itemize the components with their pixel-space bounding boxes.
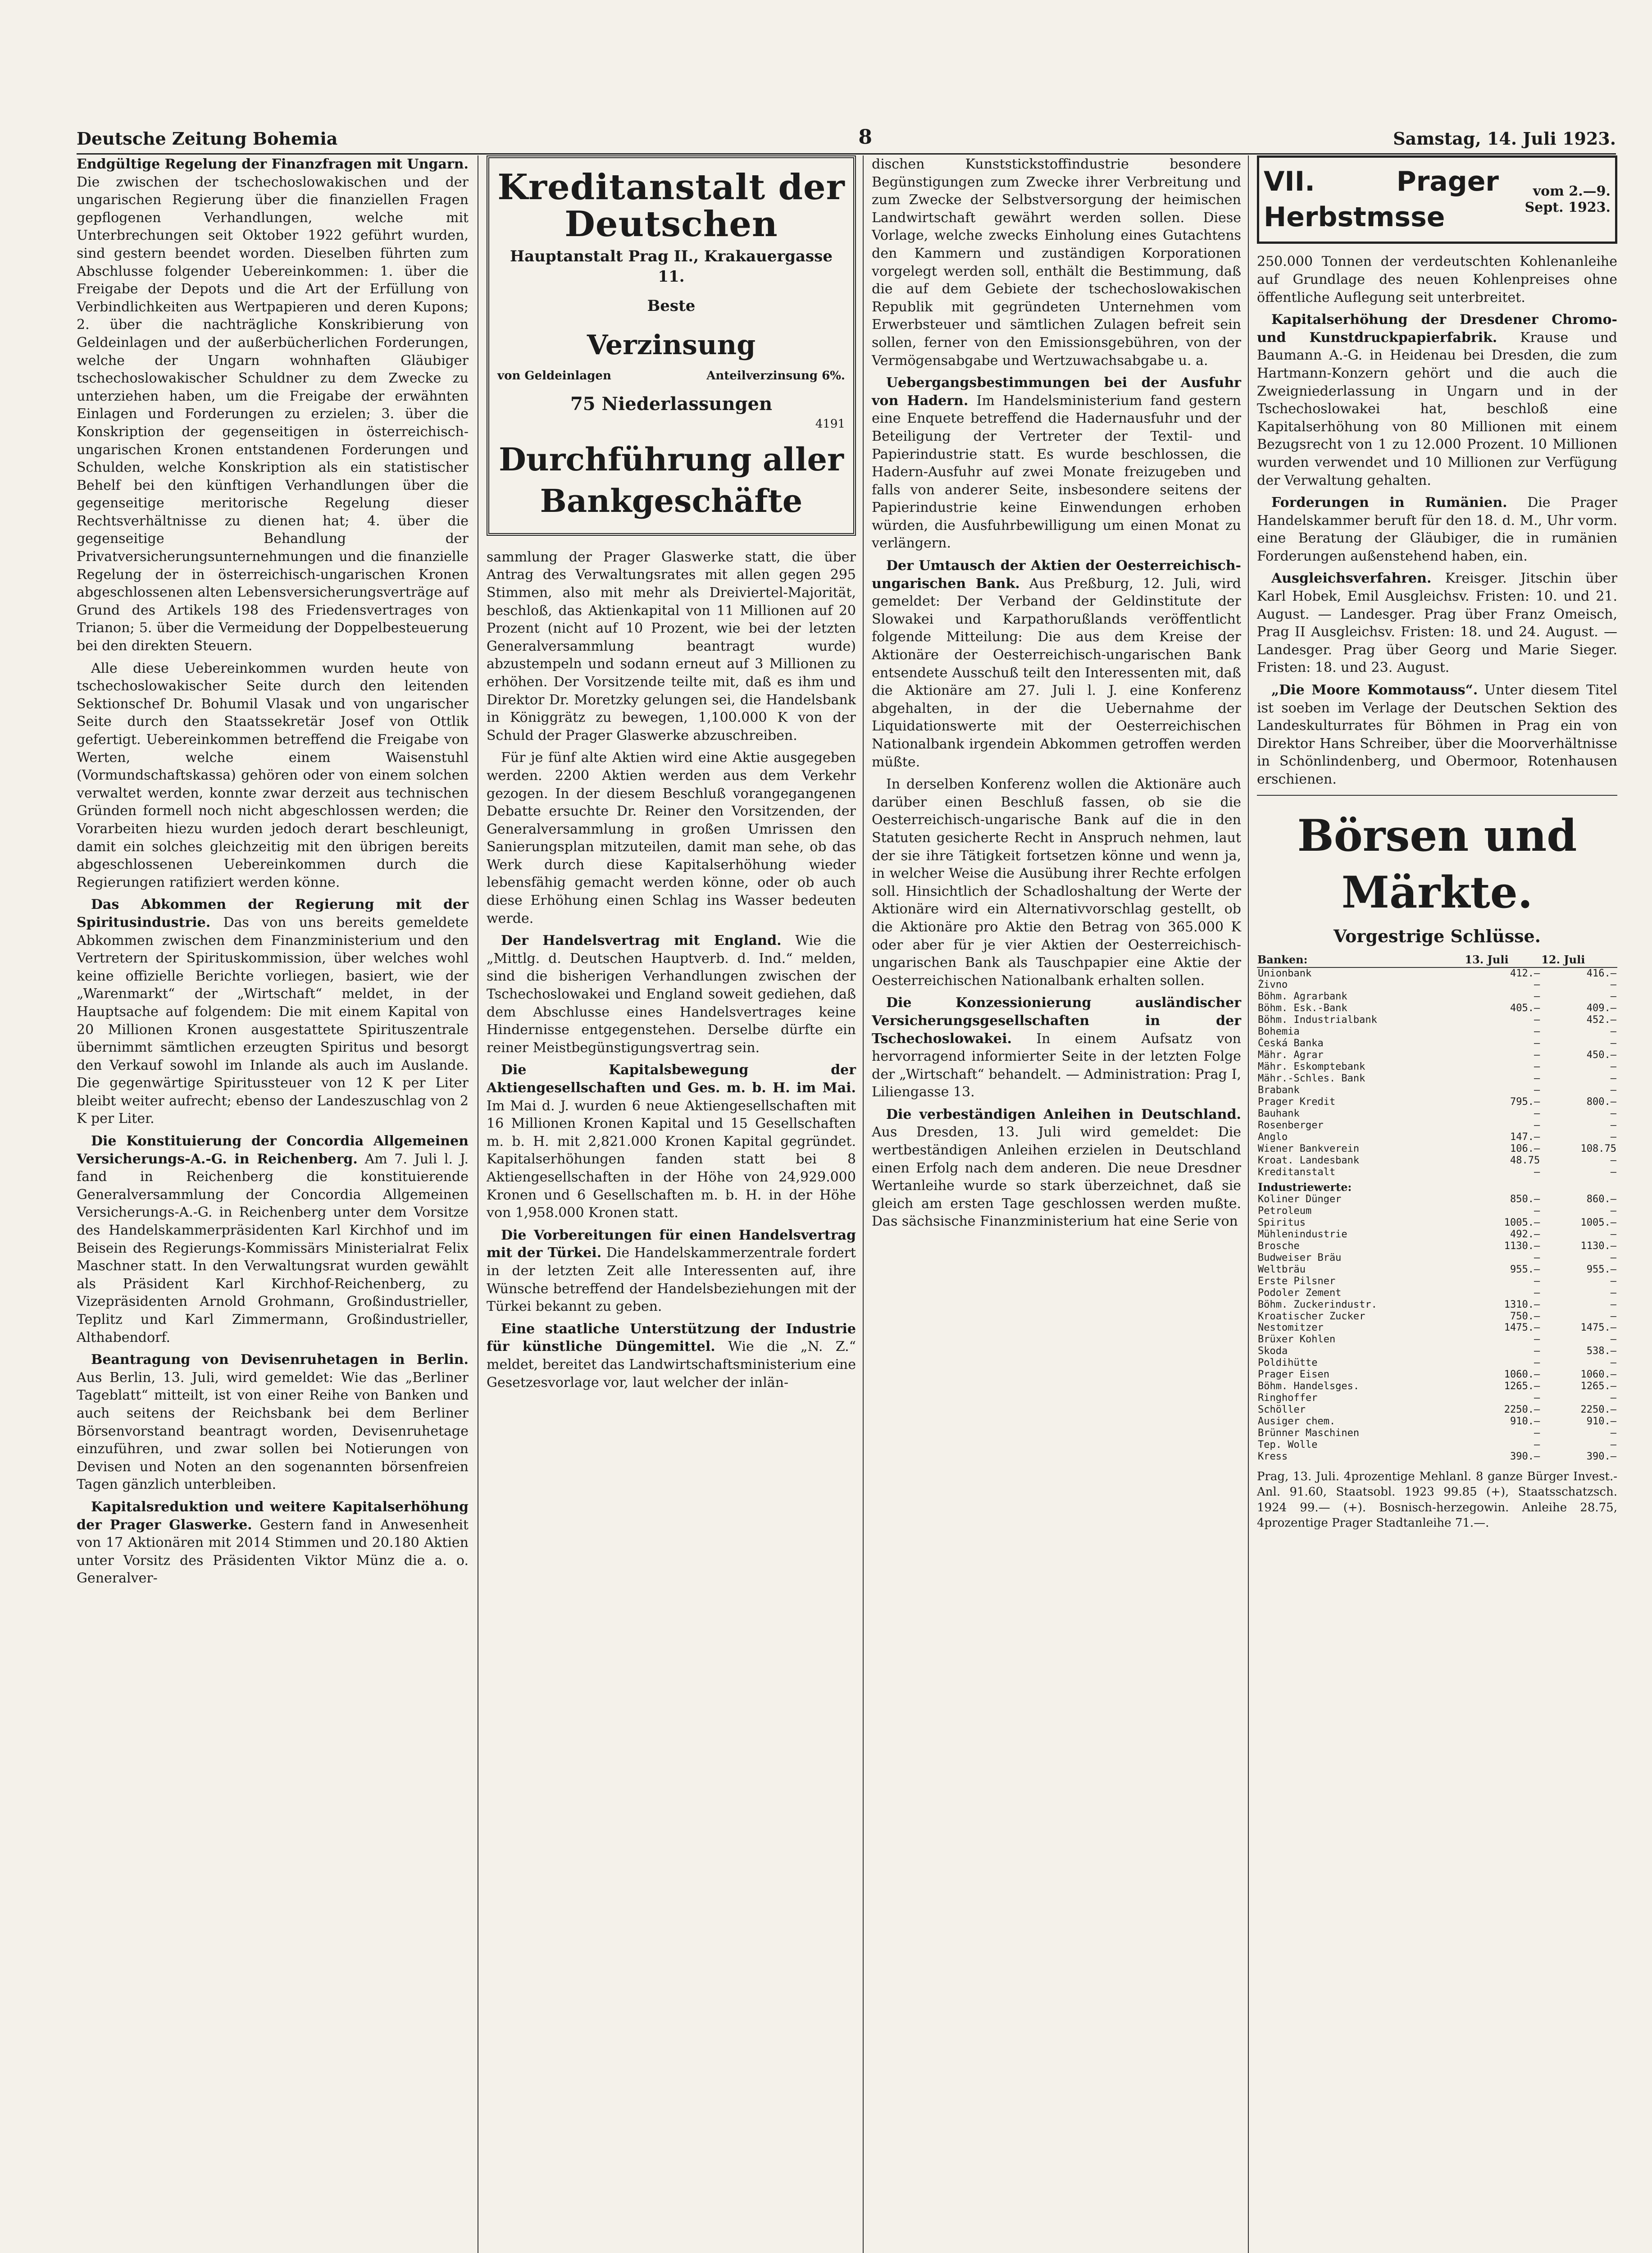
security-name: Mühlenindustrie bbox=[1258, 1228, 1347, 1240]
quote-value: 409.— bbox=[1586, 1003, 1616, 1014]
quote-value: — bbox=[1610, 1275, 1616, 1287]
quote-value: — bbox=[1534, 1085, 1540, 1096]
quote-value: — bbox=[1610, 1026, 1616, 1038]
table-row bbox=[1257, 1334, 1617, 1345]
article-15-head: Der Umtausch der Aktien der Oesterreichisch-ungarischen Bank. bbox=[872, 558, 1241, 592]
table-row bbox=[1257, 1322, 1617, 1334]
quote-value: — bbox=[1534, 1287, 1540, 1299]
table-row bbox=[1257, 1120, 1617, 1131]
article-6-text: Gestern fand in Anwesenheit von 17 Aktionären mit 2014 Stimmen und 20.180 Aktien unter Vorsitz des Präsidenten Viktor Münz die a. o. Generalver- bbox=[77, 1517, 469, 1587]
quote-value: — bbox=[1610, 991, 1616, 1003]
quote-value: — bbox=[1534, 979, 1540, 991]
article-13 bbox=[872, 155, 1241, 369]
article-10-head: Die Kapitalsbewegung der Aktiengesellschaften und Ges. m. b. H. im Mai. bbox=[487, 1062, 856, 1096]
table-row bbox=[1257, 1241, 1617, 1252]
boerse-heading: Börsen und Märkte. bbox=[1297, 810, 1577, 918]
article-18-head: Die verbeständigen Anleihen in Deutschland. bbox=[886, 1106, 1241, 1122]
article-22 bbox=[1257, 570, 1617, 677]
quote-value: 405.— bbox=[1510, 1003, 1540, 1014]
quote-value: — bbox=[1534, 1392, 1540, 1404]
article-7-text: sammlung der Prager Glaswerke statt, die über Antrag des Verwaltungsrates mit allen gegen 295 Stimmen, also mit mehr als Dreiviertel-Majorität, beschloß, das Aktienkapital von 11 Millionen auf 20 Prozent (nicht auf 10 Prozent, wie bei der letzten Generalversammlung beantragt wurde) abzustempeln und sodann erneut auf 3 Millionen zu erhöhen. Der Vorsitzende teilte mit, daß es ihm und Direktor Dr. Moretzky gelungen sei, die Handelsbank in Königgrätz zu bewegen, 1,100.000 K von der Schuld der Prager Glaswerke abzuschreiben. bbox=[487, 549, 856, 743]
security-name: Schöller bbox=[1258, 1404, 1306, 1416]
security-name: Ringhoffer bbox=[1258, 1392, 1318, 1404]
article-10-text: Im Mai d. J. wurden 6 neue Aktiengesellschaften mit 16 Millionen Kronen Kapital und 15 Gesellschaften m. b. H. mit 2,821.000 Kronen Kapital gegründet. Kapitalserhöhungen fanden statt bei 8 Aktiengesellschaften in der Höhe von 24,929.000 Kronen und 6 Gesellschaften m. b. H. in der Höhe von 1,958.000 Kronen statt. bbox=[487, 1098, 856, 1221]
security-name: Weltbräu bbox=[1258, 1263, 1306, 1275]
quote-value: — bbox=[1610, 1439, 1616, 1450]
quote-value: 2250.— bbox=[1580, 1404, 1616, 1416]
quote-value: — bbox=[1534, 1252, 1540, 1263]
article-17 bbox=[872, 994, 1241, 1101]
article-2-text: Alle diese Uebereinkommen wurden heute von tschechoslowakischer Seite durch den leitenden Sektionschef Dr. Bohumil Vlasak und von ungarischer Seite durch den Staatssekretär Josef von Ottlik gefertigt. Uebereinkommen betreffend die Freigabe von Werten, welche einem Waisenstuhl (Vormundschaftskassa) gehören oder von einem solchen verwaltet werden, konnte zwar derzeit aus technischen Gründen formell noch nicht abgeschlossen werden; die Vorarbeiten hiezu wurden jedoch derart beschleunigt, damit ein solches gleichzeitig mit den übrigen bereits abgeschlossenen Uebereinkommen durch die Regierungen ratifiziert werden könne. bbox=[77, 660, 469, 890]
quote-value: — bbox=[1610, 1205, 1616, 1217]
security-name: Böhm. Agrarbank bbox=[1258, 991, 1347, 1003]
quote-value: — bbox=[1534, 1049, 1540, 1061]
security-name: Podoler Zement bbox=[1258, 1287, 1342, 1299]
boerse-subheading: Vorgestrige Schlüsse. bbox=[1333, 926, 1541, 947]
quote-value: — bbox=[1534, 1061, 1540, 1073]
article-21-head: Forderungen in Rumänien. bbox=[1271, 495, 1507, 511]
stock-quote-table bbox=[1257, 953, 1617, 1463]
security-name: Mähr. Eskomptebank bbox=[1258, 1061, 1365, 1073]
article-6-head: Kapitalsreduktion und weitere Kapitalserhöhung der Prager Glaswerke. bbox=[77, 1499, 469, 1533]
security-name: Kroat. Landesbank bbox=[1258, 1154, 1360, 1166]
quote-value: — bbox=[1610, 1073, 1616, 1085]
table-row bbox=[1257, 1276, 1617, 1287]
article-22-text: Kreisger. Jitschin über Karl Hobek, Emil Ausgleichsv. Fristen: 10. und 21. August. — Landesger. Prag über Franz Omeisch, Prag II Ausgleichsv. Fristen: 18. und 24. August. — Landesger. Prag über Georg und Marie Sieger. Fristen: 18. und 23. August. bbox=[1257, 570, 1617, 676]
quote-value: — bbox=[1610, 1085, 1616, 1096]
article-18-text: Aus Dresden, 13. Juli wird gemeldet: Die wertbeständigen Anleihen erzielen in Deutschland einen Erfolg nach dem anderen. Die neue Dresdner Wertanleihe wurde so stark überzeichnet, daß sie gleich am ersten Tage geschlossen werden mußte. Das sächsische Finanzministerium hat eine Serie von bbox=[872, 1124, 1241, 1230]
table-row bbox=[1257, 1404, 1617, 1416]
article-14 bbox=[872, 374, 1241, 552]
quote-value: 106.— bbox=[1510, 1143, 1540, 1154]
security-name: Böhm. Handelsges. bbox=[1258, 1381, 1360, 1392]
ad-title: Kreditanstalt der Deutschen bbox=[497, 167, 845, 245]
security-name: Kress bbox=[1258, 1450, 1288, 1462]
article-12-text: Wie die „N. Z.“ meldet, bereitet das Landwirtschaftsministerium eine Gesetzesvorlage vor, laut welcher der inlän- bbox=[487, 1339, 856, 1391]
industry-header bbox=[1257, 1178, 1617, 1194]
quote-value: 1265.— bbox=[1504, 1381, 1540, 1392]
security-name: Petroleum bbox=[1258, 1205, 1312, 1217]
security-name: Brünner Maschinen bbox=[1258, 1428, 1360, 1439]
table-row bbox=[1257, 1369, 1617, 1381]
table-row bbox=[1257, 1299, 1617, 1311]
ad-interest: Verzinsung bbox=[587, 329, 756, 361]
security-name: Unionbank bbox=[1258, 967, 1312, 979]
table-row bbox=[1257, 1252, 1617, 1264]
article-15-text: Aus Preßburg, 12. Juli, wird gemeldet: Der Verband der Geldinstitute der Slowakei und Karpathorußlands veröffentlicht folgende Mitteilung: Die aus dem Kreise der Aktionäre der Oesterreichisch-ungarischen Bank entsendete Ausschuß teilt den Interessenten mit, daß die Aktionäre am 27. Juli l. J. eine Konferenz abgehalten, in der die Uebernahme der Liquidationswerte mit der Oesterreichischen Nationalbank irgendein Abkommen getroffen werden müßte. bbox=[872, 575, 1241, 770]
security-name: Poldihütte bbox=[1258, 1357, 1318, 1369]
security-name: Wiener Bankverein bbox=[1258, 1143, 1360, 1154]
table-row bbox=[1257, 1014, 1617, 1026]
quote-value: 910.— bbox=[1510, 1416, 1540, 1428]
quote-value: 416.— bbox=[1586, 967, 1616, 979]
quote-value: — bbox=[1534, 1345, 1540, 1357]
article-11 bbox=[487, 1227, 856, 1316]
quote-value: 492.— bbox=[1510, 1228, 1540, 1240]
quote-value: 955.— bbox=[1586, 1263, 1616, 1275]
table-row bbox=[1257, 967, 1617, 980]
column-2 bbox=[487, 155, 856, 1396]
security-name: Bohemia bbox=[1258, 1026, 1300, 1038]
article-19-text: 250.000 Tonnen der verdeutschten Kohlenanleihe auf Grundlage des neuen Kohlenpreises ohne öffentliche Auflegung seit unterbreitet. bbox=[1257, 254, 1617, 306]
quote-value: 412.— bbox=[1510, 967, 1540, 979]
table-row bbox=[1257, 1167, 1617, 1178]
quote-value: — bbox=[1610, 1119, 1616, 1131]
table-row bbox=[1257, 1026, 1617, 1038]
ad-branches: 75 Niederlassungen bbox=[570, 393, 773, 415]
masthead-title: Deutsche Zeitung Bohemia bbox=[77, 128, 338, 149]
ad-deposits: von Geldeinlagen bbox=[497, 369, 611, 383]
quote-value: — bbox=[1610, 1357, 1616, 1369]
table-row bbox=[1257, 1287, 1617, 1299]
security-name: Ausiger chem. bbox=[1258, 1416, 1336, 1428]
quote-value: 48.75 bbox=[1510, 1154, 1540, 1166]
security-name: Mähr.-Schles. Bank bbox=[1258, 1073, 1365, 1085]
quote-value: — bbox=[1534, 1166, 1540, 1178]
security-name: Böhm. Zuckerindustr. bbox=[1258, 1299, 1377, 1310]
article-9-head: Der Handelsvertrag mit England. bbox=[501, 933, 782, 949]
quote-value: — bbox=[1534, 1108, 1540, 1119]
table-row bbox=[1257, 1217, 1617, 1229]
table-row bbox=[1257, 1439, 1617, 1451]
masthead bbox=[77, 113, 1616, 155]
table-row bbox=[1257, 1205, 1617, 1217]
article-1 bbox=[77, 155, 469, 655]
article-3 bbox=[77, 896, 469, 1128]
quote-value: — bbox=[1534, 1014, 1540, 1026]
quote-value: — bbox=[1534, 1119, 1540, 1131]
article-4-head: Die Konstituierung der Concordia Allgemeinen Versicherungs-A.-G. in Reichenberg. bbox=[77, 1133, 469, 1167]
table-row bbox=[1257, 1073, 1617, 1085]
table-row bbox=[1257, 1003, 1617, 1014]
quote-value: 750.— bbox=[1510, 1310, 1540, 1322]
security-name: Živno bbox=[1258, 979, 1288, 991]
table-header-row bbox=[1257, 953, 1617, 967]
security-name: Prager Eisen bbox=[1258, 1369, 1329, 1381]
security-name: Spiritus bbox=[1258, 1217, 1306, 1228]
quote-value: 1475.— bbox=[1580, 1322, 1616, 1334]
table-row bbox=[1257, 1229, 1617, 1241]
table-row bbox=[1257, 1357, 1617, 1369]
quote-value: — bbox=[1610, 1228, 1616, 1240]
ad-row bbox=[497, 368, 845, 383]
quote-value: 147.— bbox=[1510, 1131, 1540, 1143]
security-name: Česká Banka bbox=[1258, 1038, 1324, 1049]
table-row bbox=[1257, 1194, 1617, 1205]
ad-bottom: Durchführung aller Bankgeschäfte bbox=[499, 441, 844, 520]
table-row bbox=[1257, 1038, 1617, 1049]
article-15 bbox=[872, 557, 1241, 771]
table-row bbox=[1257, 1381, 1617, 1392]
quote-value: — bbox=[1534, 1073, 1540, 1085]
article-11-head: Die Vorbereitungen für einen Handelsvertrag mit der Türkei. bbox=[487, 1227, 856, 1261]
table-row bbox=[1257, 1451, 1617, 1463]
security-name: Erste Pilsner bbox=[1258, 1275, 1336, 1287]
bank-rows bbox=[1257, 967, 1617, 1178]
page-number: 8 bbox=[858, 126, 873, 149]
quote-value: — bbox=[1534, 1205, 1540, 1217]
article-1-text: Die zwischen der tschechoslowakischen und der ungarischen Regierung über die finanziellen Fragen gepflogenen Verhandlungen, welche mit Unterbrechungen seit Oktober 1922 geführt wurden, sind gestern beendet worden. Dieselben führten zum Abschlusse folgender Uebereinkommen: 1. über die Freigabe der Depots und die Art der Erfüllung von Verbindlichkeiten aus Wertpapieren und deren Kupons; 2. über die nachträgliche Konskribierung von Geldeinlagen und der außerbücherlichen Forderungen, welche der Ungarn wohnhaften Gläubiger tschechoslowakischer Schuldner zu dem Zwecke zu unterziehen haben, um die Freigabe der erwähnten Einlagen und Forderungen zu erzielen; 3. über die Konskription der gegenseitigen in österreichisch-ungarischen Kronen entstandenen Forderungen und Schulden, welche Konskription als ein statistischer Behelf bei den künftigen Verhandlungen über die gegenseitige meritorische Regelung dieser Rechtsverhältnisse zu dienen hat; 4. über die gegenseitige Behandlung der Privatversicherungsunternehmungen und die finanzielle Regelung der in österreichisch-ungarischen Kronen abgeschlossenen alten Lebensversicherungsverträge auf Grund des Artikels 198 des Friedensvertrages von Trianon; 5. über die Vermeidung der Doppelbesteuerung bei den direkten Steuern. bbox=[77, 174, 469, 654]
header-date-1: 13. Juli bbox=[1464, 953, 1541, 967]
quote-value: 860.— bbox=[1586, 1193, 1616, 1205]
quote-value: — bbox=[1610, 1131, 1616, 1143]
article-2 bbox=[77, 660, 469, 892]
security-name: Budweiser Bräu bbox=[1258, 1252, 1342, 1263]
quote-value: — bbox=[1610, 1310, 1616, 1322]
security-name: Kroatischer Zucker bbox=[1258, 1310, 1365, 1322]
article-22-head: Ausgleichsverfahren. bbox=[1271, 570, 1432, 587]
article-11-text: Die Handelskammerzentrale fordert in der letzten Zeit alle Interessenten auf, ihre Wünsche betreffend der Handelsbeziehungen mit der Türkei bekannt zu geben. bbox=[487, 1245, 856, 1315]
column-3 bbox=[872, 155, 1241, 1235]
quote-value: — bbox=[1534, 991, 1540, 1003]
security-name: Brabank bbox=[1258, 1085, 1300, 1096]
quote-value: 452.— bbox=[1586, 1014, 1616, 1026]
article-20-text: Krause und Baumann A.-G. in Heidenau bei Dresden, die zum Hartmann-Konzern gehört und die auch die Zweigniederlassung in Ungarn und in der Tschechoslowakei hat, beschloß eine Kapitalserhöhung von 80 Millionen mit einem Bezugsrecht von 1 zu 12.000 Prozent. 10 Millionen wurden verwendet und 10 Millionen zur Verfügung der Verwaltung gehalten. bbox=[1257, 329, 1617, 488]
quote-value: — bbox=[1610, 1038, 1616, 1049]
table-row bbox=[1257, 1096, 1617, 1108]
table-row bbox=[1257, 1155, 1617, 1167]
ad-rate: Anteilverzinsung 6%. bbox=[706, 369, 845, 383]
quote-value: 1005.— bbox=[1504, 1217, 1540, 1228]
article-18 bbox=[872, 1106, 1241, 1231]
herbstmesse-title: VII. Prager Herbstmsse bbox=[1264, 166, 1499, 233]
quote-value: — bbox=[1610, 1287, 1616, 1299]
security-name: Böhm. Industrialbank bbox=[1258, 1014, 1377, 1026]
quote-value: — bbox=[1610, 1334, 1616, 1345]
herbstmesse-advertisement bbox=[1257, 155, 1617, 244]
security-name: Brosche bbox=[1258, 1240, 1300, 1252]
security-name: Bauhank bbox=[1258, 1108, 1300, 1119]
security-name: Kreditanstalt bbox=[1258, 1166, 1336, 1178]
quote-value: — bbox=[1610, 1166, 1616, 1178]
table-row bbox=[1257, 1131, 1617, 1143]
article-19 bbox=[1257, 253, 1617, 306]
quote-value: — bbox=[1534, 1428, 1540, 1439]
article-9 bbox=[487, 932, 856, 1057]
masthead-date: Samstag, 14. Juli 1923. bbox=[1393, 128, 1616, 149]
quote-value: — bbox=[1610, 1428, 1616, 1439]
quote-value: 390.— bbox=[1510, 1450, 1540, 1462]
industry-header-label: Industriewerte: bbox=[1258, 1180, 1352, 1194]
security-name: Mähr. Agrar bbox=[1258, 1049, 1324, 1061]
article-4-text: Am 7. Juli l. J. fand in Reichenberg die konstituierende Generalversammlung der Concordia Allgemeinen Versicherungs-A.-G. in Reichenberg unter dem Vorsitze des Handelskammerpräsidenten Karl Kirchhof und im Beisein des Regierungs-Kommissärs Ministerialrat Felix Maschner statt. In den Verwaltungsrat wurden gewählt als Präsident Karl Kirchhof-Reichenberg, zu Vizepräsidenten Arnold Grohmann, Großindustrieller, Teplitz und Karl Zimmermann, Großindustrieller, Althabendorf. bbox=[77, 1151, 469, 1345]
article-16 bbox=[872, 775, 1241, 990]
article-23-text: Unter diesem Titel ist soeben im Verlage der Deutschen Sektion des Landeskulturrates für Böhmen in Prag ein von Direktor Hans Schreiber, über die Moorverhältnisse in Schönlindenberg, und Obermoor, Rotenhausen erschienen. bbox=[1257, 682, 1617, 787]
article-16-text: In derselben Konferenz wollen die Aktionäre auch darüber einen Beschluß fassen, ob sie die Oesterreichisch-ungarische Bank auf die in den Statuten gesicherte Recht in Anspruch nehmen, laut der sie ihre Tätigkeit fortsetzen könne und wenn ja, in welcher Weise die Ausübung ihrer Rechte erfolgen soll. Hinsichtlich der Schadloshaltung der Werte der Aktionäre wird ein Alternativvorschlag gestellt, ob die Aktionäre pro Aktie den Betrag von 365.000 K oder aber für je vier Aktien der Oesterreichisch-ungarischen Bank als Tauschpapier eine Aktie der Oesterreichischen Nationalbank erhalten sollen. bbox=[872, 776, 1241, 989]
quote-value: — bbox=[1610, 1154, 1616, 1166]
security-name: Skoda bbox=[1258, 1345, 1288, 1357]
article-14-head: Uebergangsbestimmungen bei der Ausfuhr von Hadern. bbox=[872, 375, 1241, 409]
quote-value: — bbox=[1610, 1108, 1616, 1119]
article-17-head: Die Konzessionierung ausländischer Versicherungsgesellschaften in der Tschechoslowakei. bbox=[872, 995, 1241, 1047]
article-23 bbox=[1257, 681, 1617, 789]
quote-value: 2250.— bbox=[1504, 1404, 1540, 1416]
article-5-text: Aus Berlin, 13. Juli, wird gemeldet: Wie das „Berliner Tageblatt“ mitteilt, ist von einer Reihe von Banken und auch seitens der Reichsbank bei dem Berliner Börsenvorstand beantragt worden, Devisenruhetage einzuführen, und zwar sollen bei Notierungen von Devisen und Noten an den sogenannten börsenfreien Tagen gänzlich unterbleiben. bbox=[77, 1369, 469, 1493]
quote-value: — bbox=[1610, 1061, 1616, 1073]
article-20-head: Kapitalserhöhung der Dresdener Chromo- und Kunstdruckpapierfabrik. bbox=[1257, 312, 1617, 346]
article-10 bbox=[487, 1061, 856, 1222]
article-4 bbox=[77, 1132, 469, 1346]
quote-value: 1060.— bbox=[1504, 1369, 1540, 1381]
quote-value: — bbox=[1610, 1299, 1616, 1310]
ad-code: 4191 bbox=[815, 417, 845, 431]
quote-value: 955.— bbox=[1510, 1263, 1540, 1275]
header-date-2: 12. Juli bbox=[1541, 953, 1617, 967]
table-row bbox=[1257, 991, 1617, 1003]
quote-value: 108.75 bbox=[1580, 1143, 1616, 1154]
security-name: Koliner Dünger bbox=[1258, 1193, 1342, 1205]
article-3-head: Das Abkommen der Regierung mit der Spiritusindustrie. bbox=[77, 897, 469, 930]
article-5-head: Beantragung von Devisenruhetagen in Berlin. bbox=[91, 1352, 469, 1368]
quote-value: 800.— bbox=[1586, 1096, 1616, 1108]
security-name: Böhm. Esk.-Bank bbox=[1258, 1003, 1347, 1014]
quote-value: 795.— bbox=[1510, 1096, 1540, 1108]
column-1 bbox=[77, 155, 469, 1592]
market-note: Prag, 13. Juli. 4prozentige Mehlanl. 8 ganze Bürger Invest.-Anl. 91.60, Staatsobl. 1923 99.85 (+), Staatsschatzsch. 1924 99.— (+). Bosnisch-herzegowin. Anleihe 28.75, 4prozentige Prager Stadtanleihe 71.—. bbox=[1257, 1469, 1617, 1530]
security-name: Tep. Wolle bbox=[1258, 1439, 1318, 1450]
quote-value: — bbox=[1534, 1275, 1540, 1287]
table-row bbox=[1257, 1143, 1617, 1155]
quote-value: — bbox=[1610, 1392, 1616, 1404]
article-8 bbox=[487, 749, 856, 927]
table-row bbox=[1257, 979, 1617, 991]
quote-value: 1005.— bbox=[1580, 1217, 1616, 1228]
quote-value: 1475.— bbox=[1504, 1322, 1540, 1334]
article-7 bbox=[487, 548, 856, 745]
article-20 bbox=[1257, 311, 1617, 489]
table-row bbox=[1257, 1345, 1617, 1357]
herbstmesse-dates: vom 2.—9. Sept. 1923. bbox=[1525, 183, 1611, 216]
article-3-text: Das von uns bereits gemeldete Abkommen zwischen dem Finanzministerium und den Vertretern der Spirituskommission, über welches wohl keine offizielle Berichte vorliegen, basiert, wie der „Warenmarkt“ der „Wirtschaft“ meldet, in der Hauptsache auf folgendem: Die mit einem Kapital von 20 Millionen Kronen ausgestattete Spirituszentrale übernimmt sämtlichen erzeugten Spiritus und besorgt den Verkauf sowohl im Inlande als auch im Auslande. Die gegenwärtige Spiritussteuer von 12 K per Liter bleibt weiter aufrecht; ebenso der Landeszuschlag von 2 K per Liter. bbox=[77, 914, 469, 1127]
quote-value: — bbox=[1610, 1252, 1616, 1263]
table-row bbox=[1257, 1061, 1617, 1073]
security-name: Anglo bbox=[1258, 1131, 1288, 1143]
article-23-head: „Die Moore Kommotauss“. bbox=[1271, 682, 1478, 698]
quote-value: — bbox=[1534, 1334, 1540, 1345]
quote-value: 1130.— bbox=[1504, 1240, 1540, 1252]
article-5 bbox=[77, 1351, 469, 1494]
article-21-text: Die Prager Handelskammer beruft für den 18. d. M., Uhr vorm. eine Beratung der Gläubiger, die in rumänien Forderungen außenstehend haben, ein. bbox=[1257, 495, 1617, 564]
table-row bbox=[1257, 1108, 1617, 1120]
table-row bbox=[1257, 1085, 1617, 1096]
quote-value: — bbox=[1534, 1038, 1540, 1049]
article-12-head: Eine staatliche Unterstützung der Industrie für künstliche Düngemittel. bbox=[487, 1321, 856, 1355]
quote-value: 850.— bbox=[1510, 1193, 1540, 1205]
table-row bbox=[1257, 1416, 1617, 1428]
industry-rows bbox=[1257, 1194, 1617, 1463]
quote-value: 1060.— bbox=[1580, 1369, 1616, 1381]
security-name: Nestomitzer bbox=[1258, 1322, 1324, 1334]
article-9-text: Wie die „Mittlg. d. Deutschen Hauptverb. d. Ind.“ melden, sind die bisherigen Verhandlungen zwischen der Tschechoslowakei und England soweit gediehen, daß dem Abschlusse eines Handelsvertrages keine Hindernisse entgegenstehen. Derselbe dürfte ein reiner Meistbegünstigungsvertrag sein. bbox=[487, 933, 856, 1056]
article-6 bbox=[77, 1498, 469, 1587]
ad-address: Hauptanstalt Prag II., Krakauergasse 11. bbox=[510, 247, 833, 286]
article-12 bbox=[487, 1320, 856, 1391]
table-row bbox=[1257, 1392, 1617, 1404]
quote-value: — bbox=[1534, 1026, 1540, 1038]
security-name: Prager Kredit bbox=[1258, 1096, 1336, 1108]
quote-value: 450.— bbox=[1586, 1049, 1616, 1061]
article-8-text: Für je fünf alte Aktien wird eine Aktie ausgegeben werden. 2200 Aktien werden aus dem Verkehr gezogen. In der diesem Beschluß vorangegangenen Debatte ersuchte Dr. Reiner den Vorsitzenden, der Generalversammlung in großen Umrissen den Sanierungsplan mitzuteilen, damit man sehe, ob das Werk durch diese Kapitalserhöhung wieder lebensfähig gemacht werden könne, oder ob auch diese Erhöhung einen Schlag ins Wasser bedeuten werde. bbox=[487, 750, 856, 926]
quote-value: 1130.— bbox=[1580, 1240, 1616, 1252]
section-divider bbox=[1257, 795, 1617, 796]
article-14-text: Im Handelsministerium fand gestern eine Enquete betreffend die Hadernausfuhr und der Beteiligung der Vertreter der Textil- und Papierindustrie statt. Es wurde beschlossen, die Hadern-Ausfuhr auf zwei Monate freizugeben und falls von anderer Seite, insbesondere seitens der Papierindustrie keine Einwendungen erhoben würden, die Ausfuhrbewilligung um einen Monat zu verlängern. bbox=[872, 392, 1241, 552]
security-name: Brüxer Kohlen bbox=[1258, 1334, 1336, 1345]
quote-value: 538.— bbox=[1586, 1345, 1616, 1357]
quote-value: — bbox=[1534, 1357, 1540, 1369]
article-17-text: In einem Aufsatz von hervorragend informierter Seite in der letzten Folge der „Wirtschaft“ behandelt. — Administration: Prag I, Liliengasse 13. bbox=[872, 1031, 1241, 1100]
header-banks: Banken: bbox=[1257, 953, 1464, 967]
column-4 bbox=[1257, 155, 1617, 1535]
quote-value: — bbox=[1610, 979, 1616, 991]
kreditanstalt-advertisement bbox=[487, 155, 856, 536]
article-13-text: dischen Kunststickstoffindustrie besondere Begünstigungen zum Zwecke ihrer Verbreitung und zum Zwecke der Selbstversorgung der heimischen Landwirtschaft gewährt werden sollen. Diese Vorlage, welche zwecks Einholung eines Gutachtens den Kammern und zuständigen Korporationen vorgelegt werden soll, enthält die Bestimmung, daß die auf dem Gebiete der tschechoslowakischen Republik mit gegründeten Unternehmen vom Erwerbsteuer und sämtlichen Zulagen befreit sein sollen, ferner von den Emissionsgebühren, von der Vermögensabgabe und Wertzuwachsabgabe u. a. bbox=[872, 156, 1241, 369]
quote-value: 910.— bbox=[1586, 1416, 1616, 1428]
quote-value: 1265.— bbox=[1580, 1381, 1616, 1392]
table-row bbox=[1257, 1311, 1617, 1323]
ad-best: Beste bbox=[647, 296, 696, 315]
quote-value: 390.— bbox=[1586, 1450, 1616, 1462]
security-name: Rosenberger bbox=[1258, 1119, 1324, 1131]
industry-header-row bbox=[1257, 1178, 1617, 1194]
column-rule bbox=[863, 155, 864, 2253]
column-rule bbox=[1248, 155, 1249, 2253]
table-row bbox=[1257, 1428, 1617, 1439]
article-21 bbox=[1257, 494, 1617, 565]
quote-value: — bbox=[1534, 1439, 1540, 1450]
article-1-head: Endgültige Regelung der Finanzfragen mit Ungarn. bbox=[77, 156, 469, 172]
table-row bbox=[1257, 1264, 1617, 1276]
quote-value: 1310.— bbox=[1504, 1299, 1540, 1310]
table-row bbox=[1257, 1049, 1617, 1061]
